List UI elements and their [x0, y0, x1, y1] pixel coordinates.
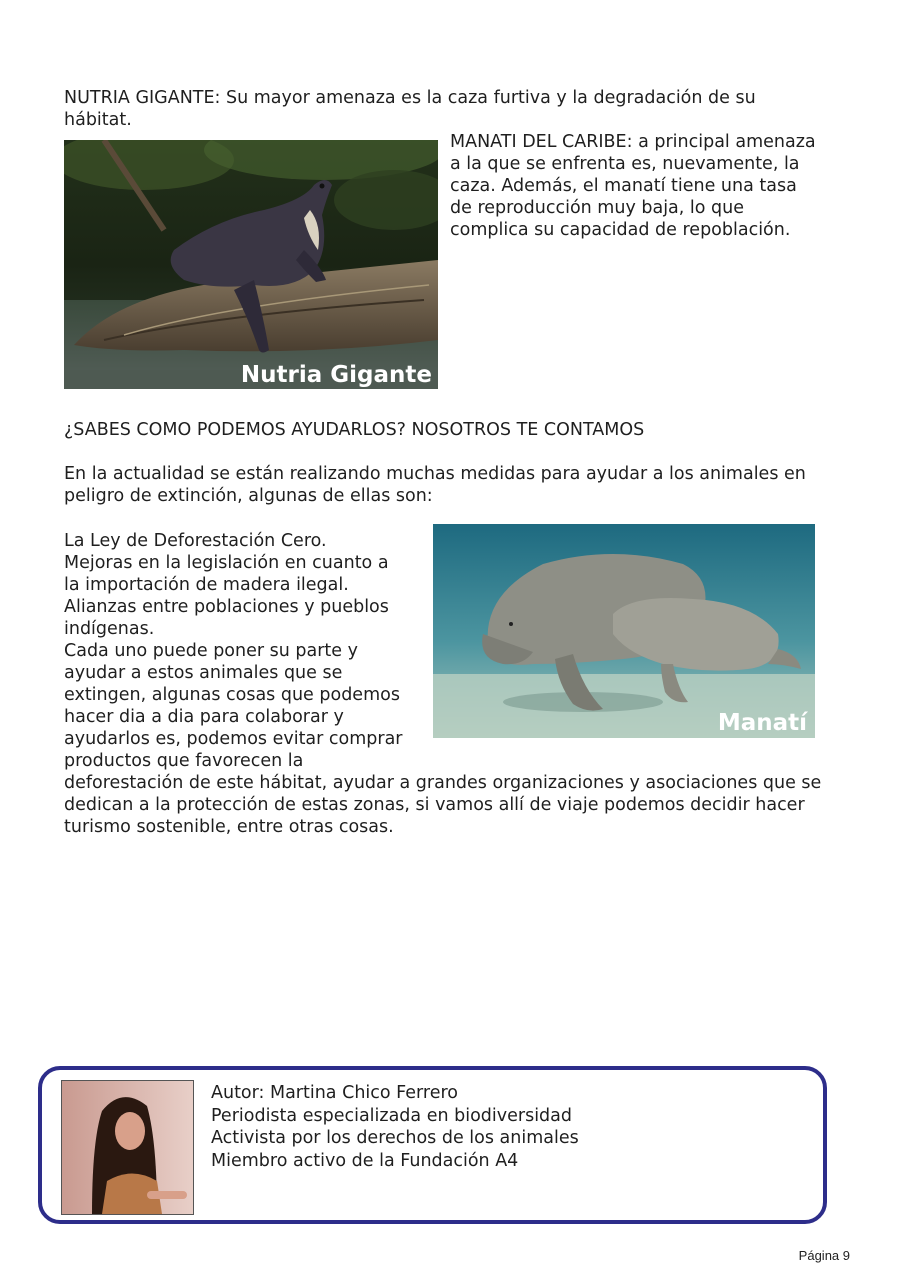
- measure-line: Alianzas entre poblaciones y pueblos: [64, 597, 389, 617]
- measure-line: La Ley de Deforestación Cero.: [64, 531, 327, 551]
- author-membership: Miembro activo de la Fundación A4: [211, 1150, 519, 1171]
- author-activism: Activista por los derechos de los animales: [211, 1128, 579, 1148]
- manati-caption: Manatí: [717, 710, 807, 736]
- author-info: [211, 1082, 579, 1172]
- author-photo: [61, 1080, 194, 1215]
- measure-line: ayudar a estos animales que se: [64, 663, 343, 683]
- intro-paragraph: En la actualidad se están realizando muchas medidas para ayudar a los animales en peligro de extinción, algunas de ellas son:: [64, 464, 806, 506]
- measures-list: [64, 530, 424, 772]
- measure-line: extingen, algunas cosas que podemos: [64, 685, 400, 705]
- measure-line: la importación de madera ilegal.: [64, 575, 349, 595]
- measure-line: ayudarlos es, podemos evitar comprar: [64, 729, 403, 749]
- page-number: Página 9: [798, 1248, 850, 1263]
- nutria-caption: Nutria Gigante: [240, 362, 432, 388]
- nutria-intro-text: NUTRIA GIGANTE: Su mayor amenaza es la caza furtiva y la degradación de su hábitat.: [64, 88, 756, 130]
- manatee-illustration: [433, 524, 815, 738]
- measure-line: hacer dia a dia para colaborar y: [64, 707, 344, 727]
- author-name: Autor: Martina Chico Ferrero: [211, 1083, 459, 1103]
- measure-line: Mejoras en la legislación en cuanto a: [64, 553, 389, 573]
- otter-illustration: [64, 140, 438, 389]
- nutria-gigante-photo: [64, 140, 438, 389]
- closing-paragraph: deforestación de este hábitat, ayudar a grandes organizaciones y asociaciones que se dedican a la protección de estas zonas, si vamos allí de viaje podemos decidir hacer turismo sostenible, entre otras cosas.: [64, 773, 822, 837]
- measure-line: indígenas.: [64, 619, 155, 639]
- author-portrait: [62, 1081, 193, 1214]
- help-heading: ¿SABES COMO PODEMOS AYUDARLOS? NOSOTROS TE CONTAMOS: [64, 420, 645, 440]
- measure-line: Cada uno puede poner su parte y: [64, 641, 358, 661]
- measure-line: productos que favorecen la: [64, 751, 304, 771]
- author-role: Periodista especializada en biodiversidad: [211, 1105, 572, 1126]
- manati-photo: [433, 524, 815, 738]
- manati-text: MANATI DEL CARIBE: a principal amenaza a la que se enfrenta es, nuevamente, la caza. Además, el manatí tiene una tasa de reproducción muy baja, lo que complica su capacidad de repoblación.: [450, 132, 816, 240]
